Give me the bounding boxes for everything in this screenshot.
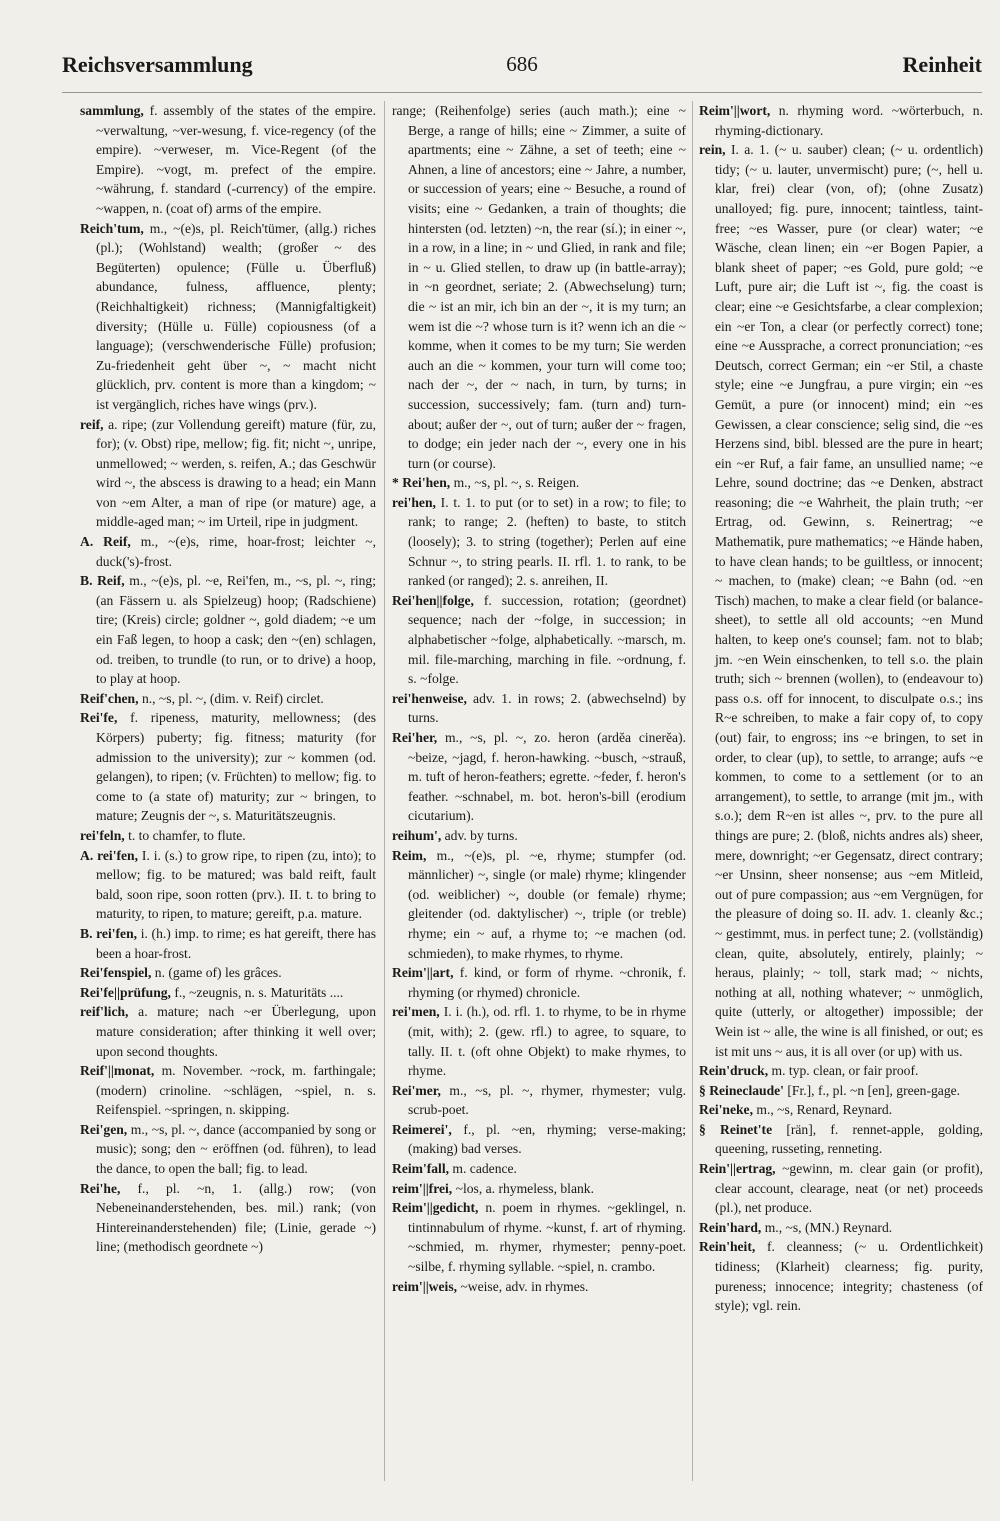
- running-head-left: Reichsversammlung: [62, 52, 253, 77]
- entry-definition: f. succession, rotation; (geordnet) sequence; nach der ~folge, in succession; in alphabetischer ~folge, alphabetically. ~marsch, m. mil. file-marching, marching in file. ~ordnung, f. s. ~folge.: [408, 592, 686, 687]
- entry-definition: ~weise, adv. in rhymes.: [460, 1278, 589, 1294]
- entry-definition: range; (Reihenfolge) series (auch math.); eine ~ Berge, a range of hills; eine ~ Zimmer, a suite of apartments; eine ~ Zähne, a set of teeth; eine ~ Ahnen, a line of ancestors; eine ~ Jahre, a number, or succession of years; eine ~ Besuche, a round of visits; eine ~ Gedanken, a train of thoughts; die hintersten (od. letzten) ~n, the rear (sí.); in einer ~, in a row, in a line; in ~ und Glied, in rank and file; in ~ u. Glied stellen, to draw up (in battle-array); in ~n geordnet, seriate; 2. (Abwechselung) turn; die ~ ist an mir, ich bin an der ~, it is my turn; an wem ist die ~? whose turn is it? wenn ich an die ~ komme, when it comes to be my turn; Sie werden auch an die ~ kommen, your turn will come too; nach der ~, der ~ nach, in turn, by turns; in succession, successively; fam. (turn and) turn-about; außer der ~, out of turn; außer der ~ fragen, to dodge; ein jeder nach der ~, every one in his turn (or course).: [392, 103, 686, 471]
- entry-headword: reif,: [80, 416, 104, 432]
- entry-definition: m., ~s, pl. ~, rhymer, rhymester; vulg. scrub-poet.: [408, 1082, 686, 1118]
- entry-definition: m. cadence.: [452, 1161, 517, 1177]
- entry-headword: Reimerei',: [392, 1121, 452, 1137]
- dictionary-entry: [80, 983, 376, 1003]
- dictionary-entry: [392, 963, 686, 1002]
- entry-definition: adv. 1. in rows; 2. (abwechselnd) by turns.: [408, 690, 686, 726]
- entry-headword: * Rei'hen,: [392, 475, 451, 491]
- header-rule: [62, 92, 982, 93]
- entry-headword: Reich'tum,: [80, 220, 144, 236]
- entry-definition: I. i. (h.), od. rfl. 1. to rhyme, to be in rhyme (mit, with); 2. (gew. rfl.) to agree, to square, to tally. II. t. (oft ohne Objekt) to make rhymes, to rhyme.: [408, 1004, 686, 1079]
- dictionary-entry: [699, 1081, 983, 1101]
- entry-headword: rei'men,: [392, 1004, 440, 1020]
- page-header: [62, 52, 982, 86]
- entry-definition: t. to chamfer, to flute.: [128, 827, 246, 843]
- dictionary-entry: [80, 846, 376, 924]
- entry-definition: m., ~(e)s, rime, hoar-frost; leichter ~, duck('s)-frost.: [96, 534, 376, 569]
- entry-headword: Rei'he,: [80, 1180, 121, 1196]
- entry-definition: m., ~(e)s, pl. ~e, Rei'fen, m., ~s, pl. ~, ring; (an Fässern u. als Spielzeug) hoop; (Radschiene) tire; (Kreis) circle; goldner ~, gold diadem; ~e um ein Faß legen, to hoop a cask; den ~(en) schlagen, od. treiben, to trundle (to run, or to drive) a hoop, to play at hoop.: [96, 573, 376, 687]
- column-1: [80, 101, 376, 1496]
- dictionary-entry: [392, 493, 686, 591]
- entry-definition: n. (game of) les grâces.: [154, 965, 282, 981]
- entry-headword: § Reinet'te: [699, 1121, 773, 1137]
- entry-headword: rei'hen,: [392, 494, 436, 510]
- entry-headword: Reif'||monat,: [80, 1063, 155, 1079]
- dictionary-entry: [80, 1061, 376, 1120]
- entry-definition: m., ~(e)s, pl. ~e, rhyme; stumpfer (od. männlicher) ~, single (or male) rhyme; klingender (od. weiblicher) ~, double (or female) rhyme; gleitender (od. daktylischer) ~, triple (or treble) rhyme; ein ~ auf, a rhyme to; ~e machen (od. schmieden), to make rhymes, to rhyme.: [408, 847, 686, 961]
- entry-headword: sammlung,: [80, 103, 144, 118]
- dictionary-entry: [80, 415, 376, 533]
- entry-headword: Rein'heit,: [699, 1239, 756, 1255]
- dictionary-entry: [392, 1081, 686, 1120]
- entry-definition: m., ~s, pl. ~, zo. heron (ardĕa cinerĕa). ~beize, ~jagd, f. heron-hawking. ~busch, ~strauß, m. tuft of heron-feathers; egrette. ~feder, f. heron's feather. ~schnabel, m. bot. heron's-bill (erodium cicutarium).: [408, 730, 686, 824]
- entry-headword: A. Reif,: [80, 534, 131, 550]
- entry-definition: m. November. ~rock, m. farthingale; (modern) crinoline. ~schlägen, ~spiel, n. s. Reifenspiel. ~springen, n. skipping.: [96, 1063, 376, 1118]
- entry-definition: f., pl. ~en, rhyming; verse-making; (making) bad verses.: [408, 1121, 686, 1157]
- entry-definition: f., ~zeugnis, n. s. Maturitäts ....: [174, 984, 344, 1000]
- column-2: [392, 101, 686, 1496]
- entry-definition: ~gewinn, m. clear gain (or profit), clear account, clearage, neat (or net) proceeds (pl.), net produce.: [715, 1161, 983, 1216]
- entry-headword: rei'feln,: [80, 827, 125, 843]
- entry-headword: A. rei'fen,: [80, 847, 139, 863]
- dictionary-entry: [80, 219, 376, 415]
- entry-definition: m., ~(e)s, pl. Reich'tümer, (allg.) riches (pl.); (Wohlstand) wealth; (großer ~ des Begüterten) opulence; (Fülle u. Überfluß) abundance, fulness, affluence, plenty; (Reichhaltigkeit) richness; (Mannigfaltigkeit) diversity; (Hülle u. Fülle) copiousness (of a language); (verschwenderische Fülle) profusion; Zu-friedenheit geht über ~, ~ macht nicht glücklich, prv. content is more than a kingdom; ~ ist vergänglich, riches have wings (prv.).: [96, 220, 376, 412]
- entry-definition: [Fr.], f., pl. ~n [en], green-gage.: [787, 1082, 961, 1098]
- dictionary-entry: [699, 1159, 983, 1218]
- entry-definition: f. cleanness; (~ u. Ordentlichkeit) tidiness; (Klarheit) clearness; fig. purity, pureness; innocence; integrity; chasteness (of style); vgl. rein.: [715, 1239, 983, 1314]
- entry-definition: I. i. (s.) to grow ripe, to ripen (zu, into); to mellow; fig. to be matured; was bald reift, fault bald, soon ripe, soon rotten (prv.). II. t. to bring to maturity, to ripen, to mature; gereift, p.a. mature.: [96, 847, 376, 922]
- entry-definition: ~los, a. rhymeless, blank.: [455, 1180, 594, 1196]
- entry-headword: Reim'||gedicht,: [392, 1200, 479, 1216]
- entry-definition: n. poem in rhymes. ~geklingel, n. tintinnabulum of rhyme. ~kunst, f. art of rhyming. ~schmied, m. rhymer, rhymester; penny-poet. ~silbe, f. rhyming syllable. ~spiel, n. crambo.: [408, 1200, 686, 1275]
- dictionary-entry: [392, 846, 686, 964]
- entry-definition: n., ~s, pl. ~, (dim. v. Reif) circlet.: [141, 690, 324, 706]
- entry-headword: Rei'her,: [392, 730, 438, 745]
- entry-headword: B. Reif,: [80, 573, 125, 589]
- dictionary-entry: [80, 924, 376, 963]
- dictionary-entry: [392, 1277, 686, 1297]
- entry-headword: Reim'||wort,: [699, 103, 771, 118]
- entry-definition: [rän], f. rennet-apple, golding, queening, russeting, renneting.: [715, 1121, 983, 1157]
- entry-headword: reif'lich,: [80, 1004, 129, 1020]
- entry-headword: Rein'druck,: [699, 1063, 769, 1079]
- dictionary-entry: [699, 101, 983, 140]
- dictionary-entry: [80, 689, 376, 709]
- running-head-right: Reinheit: [902, 52, 982, 77]
- entry-headword: Reim,: [392, 847, 427, 863]
- dictionary-entry: [699, 1100, 983, 1120]
- dictionary-entry: [80, 826, 376, 846]
- dictionary-entry: [80, 1002, 376, 1061]
- entry-definition: f. kind, or form of rhyme. ~chronik, f. rhyming (or rhymed) chronicle.: [408, 965, 686, 1000]
- entry-definition: I. a. 1. (~ u. sauber) clean; (~ u. ordentlich) tidy; (~ u. lauter, unvermischt) pure; (~, hell u. klar, frei) clear (von, of); (ohne Zusatz) unalloyed; fig. pure, innocent; taintless, taint-free; ~es Wasser, pure (or clear) water; ~e Wäsche, clean linen; ein ~er Bogen Papier, a blank sheet of paper; ~es Gold, pure gold; ~e Luft, pure air; die Luft ist ~, fig. the coast is clear; eine ~e Gesichtsfarbe, a clear complexion; ein ~er Ton, a clear (or perfectly correct) tone; eine ~e Aussprache, a correct pronunciation; ~es Deutsch, correct German; ein ~er Stil, a chaste style; eine ~e Jungfrau, a pure virgin; ein ~es Gemüt, a pure (or innocent) mind; ein ~es Gewissen, a clear conscience; selig sind, die ~es Herzens sind, bibl. blessed are the pure in heart; ein ~er Ruf, a fair fame, an unsullied name; ~e Lehre, sound doctrine; das ~e Denken, abstract reasoning; die ~e Wahrheit, the plain truth; ~er Ertrag, od. Gewinn, s. Reinertrag; ~e Mathematik, pure mathematics; ~e Hände haben, to have clean hands; to be guiltless, or innocent; ~ machen, to (make) clean; ~e Bahn (od. ~en Tisch) machen, to make a clear field (or balance-sheet), to settle all old accounts; ~en Mund halten, to keep one's counsel; fam. not to blab; jm. ~en Wein einschenken, to tell s.o. the plain truth; sich ~ brennen (wollen), to (endeavour to) pass o.s. off for innocent, to disculpate o.s.; ins R~e schreiben, to make a fair copy of, to copy (out) fair, to engross; ins ~e bringen, to set in order, to clear (up), to settle, to arrange; aufs ~e kommen, to come to a settlement (or to an arrangement), to settle, to arrange (mit jm., with s.o.); dem R~en ist alles ~, prv. to the pure all things are pure; 2. (bloß, nichts andres als) sheer, mere, downright; ~er Gegensatz, direct contrary; ~er Unsinn, sheer nonsense; aus ~em Mitleid, out of pure compassion; aus ~em Vergnügen, for the pleasure of doing so. II. adv. 1. cleanly &c.; ~ gestimmt, mus. in perfect tune; 2. (vollständig) clean, quite, absolutely, entirely, plainly; ~ heraus, plainly; ~ toll, stark mad; ~ nichts, nothing at all, nothing whatever; ~ unmöglich, quite (utterly, or altogether) impossible; der Wein ist ~ alle, the wine is all finished, or out; es ist mit uns ~ aus, it is all over (or up) with us.: [715, 142, 983, 1059]
- page-number: 686: [506, 52, 538, 76]
- dictionary-entry: [80, 571, 376, 689]
- dictionary-entry: [392, 1120, 686, 1159]
- dictionary-entry: [699, 140, 983, 1061]
- entry-headword: reim'||weis,: [392, 1278, 458, 1294]
- dictionary-entry: [392, 591, 686, 689]
- dictionary-entry: [392, 689, 686, 728]
- entry-headword: B. rei'fen,: [80, 925, 138, 941]
- entry-headword: Reim'fall,: [392, 1161, 450, 1177]
- entry-headword: Rei'fe||prüfung,: [80, 984, 171, 1000]
- entry-definition: adv. by turns.: [444, 827, 518, 843]
- dictionary-entry: [392, 473, 686, 493]
- entry-definition: a. ripe; (zur Vollendung gereift) mature (für, zu, for); (v. Obst) ripe, mellow; fig. fit; nicht ~, unripe, unmellowed; ~ werden, s. reifen, A.; das Geschwür wird ~, the abscess is drawing to a head; ein Mann von ~em Alter, a man of ripe (or mature) age, a middle-aged man; ~ im Urteil, ripe in judgment.: [96, 416, 376, 530]
- dictionary-entry: [392, 1179, 686, 1199]
- dictionary-entry: [80, 1120, 376, 1179]
- dictionary-entry: [80, 708, 376, 826]
- dictionary-entry: [392, 1159, 686, 1179]
- entry-definition: I. t. 1. to put (or to set) in a row; to file; to rank; to range; 2. (heften) to baste, to stitch (loosely); 3. to string (together); Perlen auf eine Schnur ~, to string pearls. II. rfl. 1. to rank, to be ranked (or ranged); 2. s. anreihen, II.: [408, 494, 686, 589]
- dictionary-entry: [392, 1198, 686, 1276]
- entry-definition: f. assembly of the states of the empire. ~verwaltung, ~ver-wesung, f. vice-regency (of the empire). ~verweser, m. Vice-Regent (of the Empire). ~vogt, m. prefect of the empire. ~währung, f. standard (-currency) of the empire. ~wappen, n. (coat of) arms of the empire.: [96, 103, 376, 216]
- entry-headword: Rei'gen,: [80, 1121, 128, 1137]
- dictionary-entry: [699, 1061, 983, 1081]
- dictionary-entry: [392, 826, 686, 846]
- dictionary-entry: [392, 101, 686, 473]
- entry-headword: Rei'mer,: [392, 1082, 441, 1098]
- dictionary-entry: [392, 1002, 686, 1080]
- entry-headword: Rein'||ertrag,: [699, 1161, 776, 1177]
- entry-definition: f., pl. ~n, 1. (allg.) row; (von Nebeneinanderstehenden, bes. mil.) rank; (von Hintereinanderstehenden) file; (Linie, gerade ~) line; (methodisch geordnete ~): [96, 1180, 376, 1255]
- dictionary-entry: [80, 963, 376, 983]
- entry-headword: reihum',: [392, 827, 442, 843]
- entry-headword: rein,: [699, 142, 726, 158]
- entry-definition: n. rhyming word. ~wörterbuch, n. rhyming-dictionary.: [715, 103, 983, 138]
- entry-headword: Reif'chen,: [80, 690, 139, 706]
- entry-headword: reim'||frei,: [392, 1180, 453, 1196]
- entry-definition: i. (h.) imp. to rime; es hat gereift, there has been a hoar-frost.: [96, 925, 376, 961]
- entry-definition: m., ~s, pl. ~, dance (accompanied by song or music); song; den ~ eröffnen (od. führen), to lead the dance, to open the ball; fig. to lead.: [96, 1121, 376, 1177]
- dictionary-entry: [80, 532, 376, 571]
- entry-definition: f. ripeness, maturity, mellowness; (des Körpers) puberty; fig. fitness; maturity (for admission to the university); zur ~ kommen (od. gelangen), to ripen; (v. Früchten) to mellow; fig. to come to (a state of) maturity; zur ~ bringen, to mature; Zeugnis der ~, s. Maturitätszeugnis.: [96, 710, 376, 824]
- dictionary-entry: [699, 1218, 983, 1238]
- entry-definition: m., ~s, (MN.) Reynard.: [764, 1219, 893, 1235]
- dictionary-entry: [392, 728, 686, 826]
- column-divider: [692, 101, 693, 1481]
- entry-headword: Rein'hard,: [699, 1219, 762, 1235]
- column-divider: [384, 101, 385, 1481]
- entry-definition: a. mature; nach ~er Überlegung, upon mature consideration; after thinking it well over; upon second thoughts.: [96, 1004, 376, 1059]
- entry-headword: § Reineclaude': [699, 1082, 784, 1098]
- entry-headword: rei'henweise,: [392, 690, 467, 706]
- entry-headword: Rei'hen||folge,: [392, 592, 474, 608]
- entry-definition: m., ~s, Renard, Reynard.: [756, 1102, 893, 1118]
- column-3: [699, 101, 983, 1496]
- dictionary-entry: [80, 1179, 376, 1257]
- entry-definition: m. typ. clean, or fair proof.: [771, 1063, 919, 1079]
- dictionary-entry: [80, 101, 376, 219]
- entry-definition: m., ~s, pl. ~, s. Reigen.: [453, 475, 580, 491]
- entry-headword: Rei'fe,: [80, 710, 118, 726]
- entry-headword: Reim'||art,: [392, 965, 454, 981]
- dictionary-entry: [699, 1237, 983, 1315]
- entry-headword: Rei'neke,: [699, 1102, 753, 1118]
- dictionary-entry: [699, 1120, 983, 1159]
- entry-headword: Rei'fenspiel,: [80, 965, 152, 981]
